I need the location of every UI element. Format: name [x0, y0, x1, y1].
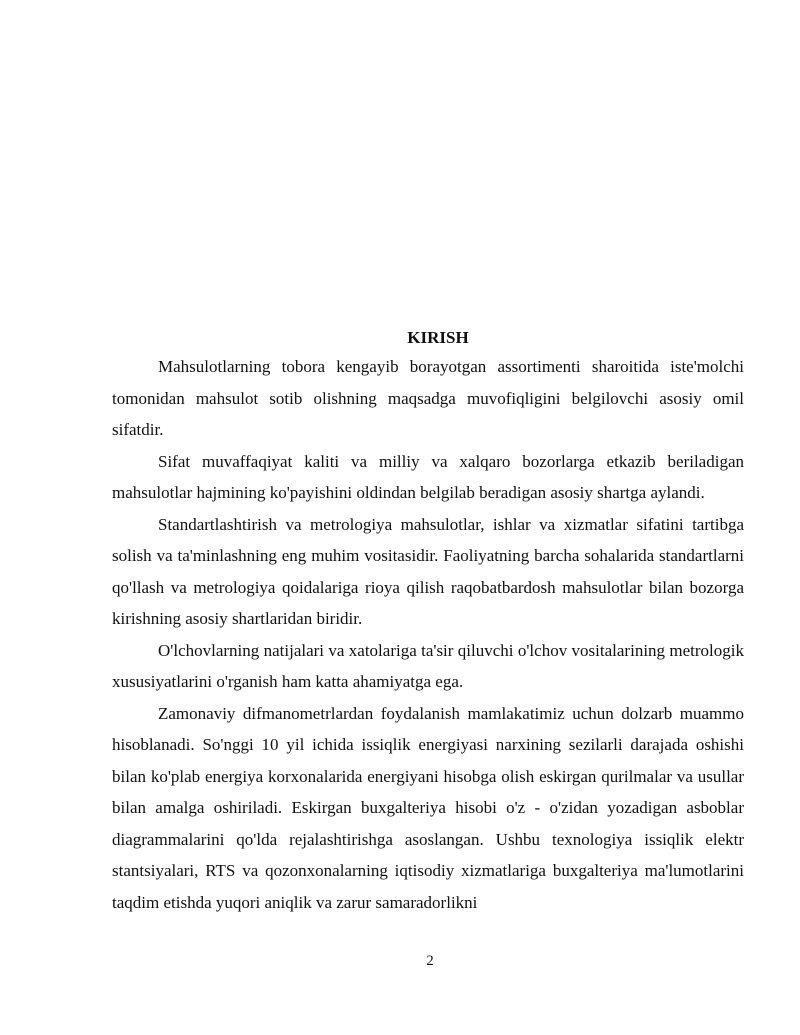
paragraph-5: Zamonaviy difmanometrlardan foydalanish mamlakatimiz uchun dolzarb muammo hisoblanadi. So'nggi 10 yil ichida issiqlik energiyasi narxining sezilarli darajada oshishi bilan ko'plab energiya korxonalarida energiyani hisobga olish eskirgan qurilmalar va usullar bilan amalga oshiriladi. Eskirgan buxgalteriya hisobi o'z - o'zidan yozadigan asboblar diagrammalarini qo'lda rejalashtirishga asoslangan. Ushbu texnologiya issiqlik elektr stantsiyalari, RTS va qozonxonalarning iqtisodiy xizmatlariga buxgalteriya ma'lumotlarini taqdim etishda yuqori aniqlik va zarur samaradorlikni: [112, 703, 744, 912]
page-body: [112, 325, 744, 918]
page-number: 2: [426, 953, 434, 969]
section-heading: KIRISH: [407, 328, 469, 347]
paragraph-4: O'lchovlarning natijalari va xatolariga ta'sir qiluvchi o'lchov vositalarining metrologik xususiyatlarini o'rganish ham katta ahamiyatga ega.: [112, 640, 744, 691]
paragraph-2: Sifat muvaffaqiyat kaliti va milliy va xalqaro bozorlarga etkazib beriladigan mahsulotlar hajmining ko'payishini oldindan belgilab beradigan asosiy shartga aylandi.: [112, 451, 744, 502]
paragraph-3: Standartlashtirish va metrologiya mahsulotlar, ishlar va xizmatlar sifatini tartibga solish va ta'minlashning eng muhim vositasidir. Faoliyatning barcha sohalarida standartlarni qo'llash va metrologiya qoidalariga rioya qilish raqobatbardosh mahsulotlar bilan bozorga kirishning asosiy shartlaridan biridir.: [112, 514, 744, 628]
paragraph-1: Mahsulotlarning tobora kengayib borayotgan assortimenti sharoitida iste'molchi tomonidan mahsulot sotib olishning maqsadga muvofiqligini belgilovchi asosiy omil sifatdir.: [112, 357, 744, 439]
